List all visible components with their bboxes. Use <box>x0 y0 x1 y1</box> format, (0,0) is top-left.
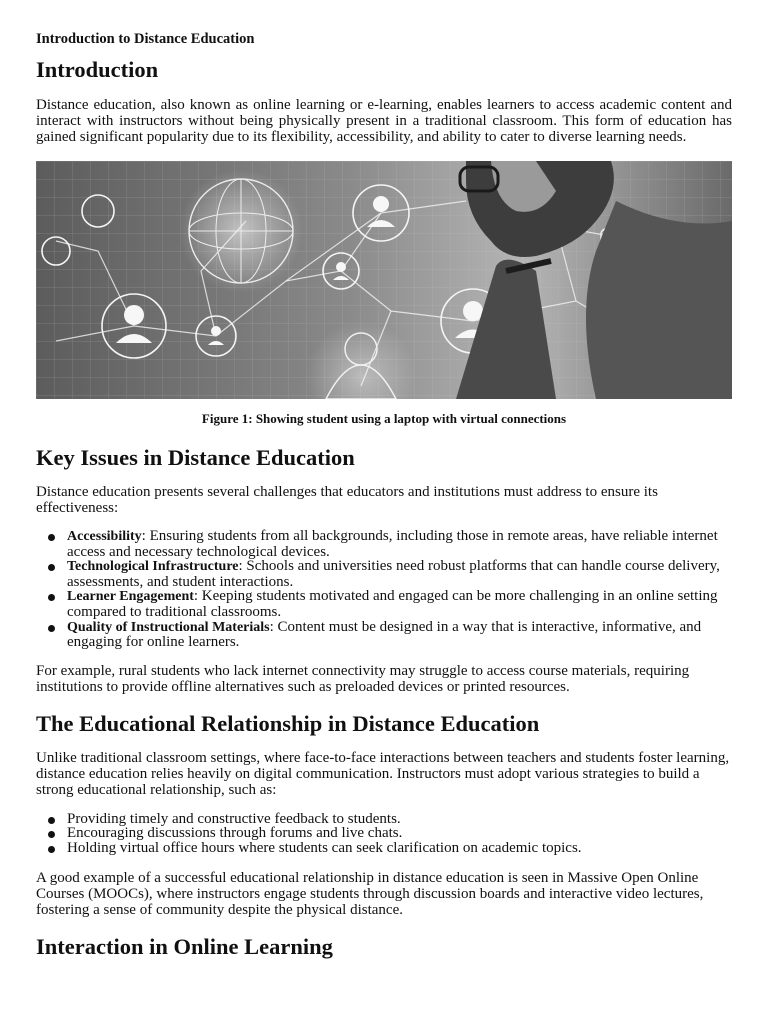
figure-image <box>36 161 732 399</box>
document-title: Introduction to Distance Education <box>36 31 255 47</box>
list-item <box>36 529 732 559</box>
key-issues-example: For example, rural students who lack internet connectivity may struggle to access course materials, requiring institutions to provide offline alternatives such as preloaded devices or printed resources. <box>36 662 690 695</box>
network-illustration <box>36 161 732 399</box>
list-item <box>36 589 732 619</box>
relationship-heading: The Educational Relationship in Distance Education <box>36 710 540 736</box>
interaction-heading: Interaction in Online Learning <box>36 933 333 959</box>
list-item-text: : Content must be designed in a way that is interactive, informative, and engaging for online learners. <box>67 618 702 651</box>
list-item-term: Quality of Instructional Materials <box>67 619 270 635</box>
list-item-term: Technological Infrastructure <box>67 559 239 575</box>
list-item <box>36 620 732 650</box>
list-item: Encouraging discussions through forums and live chats. <box>36 826 732 841</box>
intro-heading: Introduction <box>36 57 159 82</box>
key-issues-intro: Distance education presents several challenges that educators and institutions must address to ensure its effectiveness: <box>36 484 658 516</box>
key-issues-list <box>36 529 732 650</box>
list-item-text: : Ensuring students from all backgrounds, including those in remote areas, have reliable internet access and necessary technological devices. <box>67 528 718 560</box>
globe-icon <box>179 169 303 293</box>
list-item: Providing timely and constructive feedback to students. <box>36 812 732 827</box>
list-item-text: : Schools and universities need robust platforms that can handle course delivery, assessments, and student interactions. <box>67 558 720 590</box>
list-item <box>36 559 732 589</box>
intro-paragraph: Distance education, also known as online learning or e-learning, enables learners to access academic content and interact with instructors without being physically present in a traditional classroom. This form of education has gained significant popularity due to its flexibility, accessibility, and ability to cater to diverse learning needs. <box>36 97 732 145</box>
relationship-intro: Unlike traditional classroom settings, where face-to-face interactions between teachers and students foster learning, distance education relies heavily on digital communication. Instructors must adopt various strategies to build a strong educational relationship, such as: <box>36 749 730 798</box>
list-item: Holding virtual office hours where students can seek clarification on academic topics. <box>36 841 732 856</box>
relationship-list <box>36 812 732 856</box>
list-item-term: Learner Engagement <box>67 589 194 605</box>
figure-caption: Figure 1: Showing student using a laptop with virtual connections <box>201 411 567 426</box>
relationship-example: A good example of a successful educational relationship in distance education is seen in Massive Open Online Courses (MOOCs), where instructors engage students through discussion boards and interactive video lectures, fostering a sense of community despite the physical distance. <box>36 869 704 918</box>
key-issues-heading: Key Issues in Distance Education <box>36 445 355 470</box>
list-item-text: : Keeping students motivated and engaged can be more challenging in an online setting compared to traditional classrooms. <box>67 588 718 620</box>
list-item-term: Accessibility <box>67 529 142 544</box>
